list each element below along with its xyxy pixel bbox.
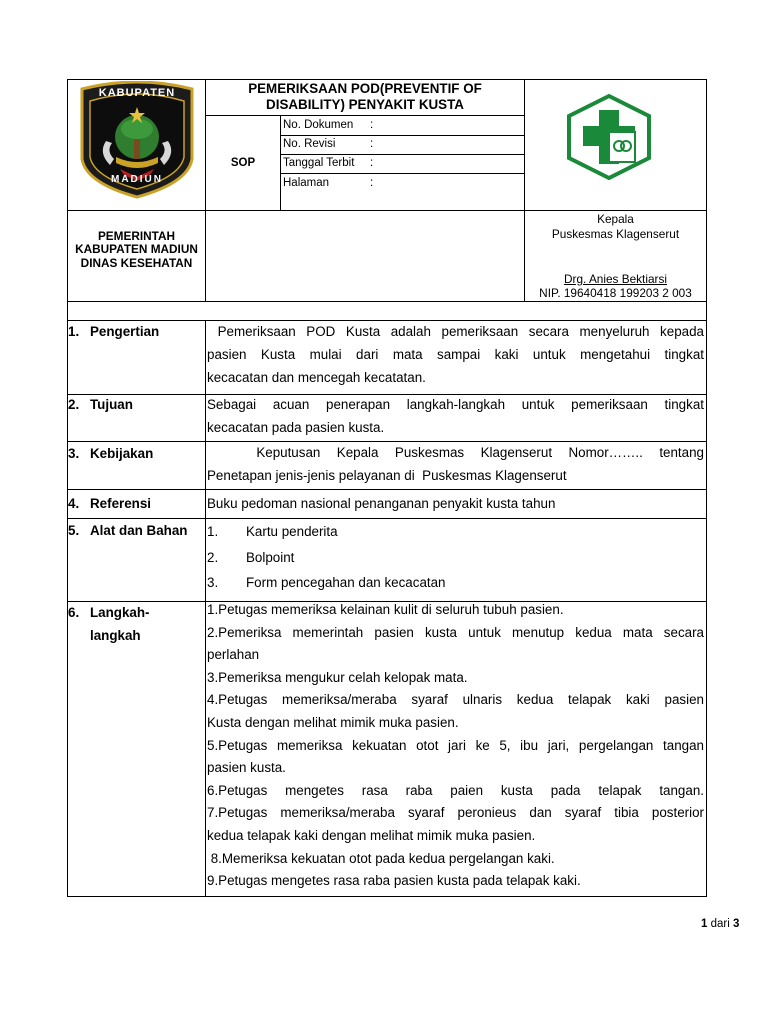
list-number: 3. (207, 575, 219, 590)
document-title-line1: PEMERIKSAAN POD(PREVENTIF OF (248, 81, 482, 96)
section-text-pengertian (207, 320, 704, 389)
list-text: Kartu penderita (246, 524, 338, 539)
approver-title1: Kepala (597, 212, 634, 226)
puskesmas-logo (565, 94, 653, 180)
text-line: kecacatan dan mencegah kecatatan. (207, 370, 426, 385)
section-title: Referensi (90, 496, 152, 511)
step-line: 3.Pemeriksa mengukur celah kelopak mata. (207, 669, 468, 685)
section-label-tujuan (68, 393, 133, 416)
text-line: Buku pedoman nasional penanganan penyakit kusta tahun (207, 496, 556, 511)
step-line: 8.Memeriksa kekuatan otot pada kedua pergelangan kaki. (207, 850, 555, 866)
section-number: 4. (68, 496, 80, 511)
step-line: 4.Petugas memeriksa/meraba syaraf ulnaris kedua telapak kaki pasien (207, 692, 704, 708)
document-title-line2: DISABILITY) PENYAKIT KUSTA (266, 97, 464, 112)
list-number: 1. (207, 524, 219, 539)
list-text: Form pencegahan dan kecacatan (246, 575, 446, 590)
list-item (207, 520, 704, 543)
text-line: Sebagai acuan penerapan langkah-langkah untuk pemeriksaan tingkat (207, 397, 704, 412)
section-label-referensi (68, 492, 151, 515)
section-title: Tujuan (90, 397, 133, 412)
step-line: kedua telapak kaki dengan melihat mimik muka pasien. (207, 827, 536, 843)
text-line: Pemeriksaan POD Kusta adalah pemeriksaan secara menyeluruh kepada (207, 324, 704, 339)
text-line: Keputusan Kepala Puskesmas Klagenserut Nomor…….. tentang (207, 445, 704, 460)
page-current: 1 (701, 918, 708, 930)
section-number: 5. (68, 523, 80, 538)
list-number: 2. (207, 550, 219, 565)
meta-label-halaman: Halaman (283, 177, 330, 189)
section-text-kebijakan (207, 441, 704, 487)
approver-title2: Puskesmas Klagenserut (551, 227, 680, 241)
approver-name: Drg. Anies Bektiarsi (564, 272, 667, 286)
step-line: 5.Petugas memeriksa kekuatan otot jari ke 5, ibu jari, pergelangan tangan (207, 737, 704, 753)
issuer-line1: PEMERINTAH (97, 229, 176, 243)
logo-top-text: KABUPATEN (98, 87, 176, 99)
sop-label: SOP (230, 157, 256, 169)
page-total: 3 (733, 918, 740, 930)
step-line: Kusta dengan melihat mimik muka pasien. (207, 714, 459, 730)
section-title: Langkah- (90, 605, 150, 620)
section-label-langkah (68, 601, 150, 647)
step-line: pasien kusta. (207, 760, 286, 776)
page-number (701, 916, 739, 933)
meta-sep: : (370, 138, 374, 150)
text-line: Penetapan jenis-jenis pelayanan di Puskesmas Klagenserut (207, 468, 567, 483)
text-line: pasien Kusta mulai dari mata sampai kaki untuk mengetahui tingkat (207, 347, 704, 362)
section-list-alat (207, 520, 704, 594)
section-label-kebijakan (68, 442, 153, 465)
list-item (207, 571, 704, 594)
section-label-pengertian (68, 320, 159, 343)
issuer-line2: KABUPATEN MADIUN (75, 242, 198, 256)
logo-bottom-text: MADIUN (111, 174, 163, 185)
section-title-cont: langkah (90, 628, 141, 643)
section-title: Kebijakan (90, 446, 154, 461)
meta-sep: : (370, 177, 374, 189)
section-text-tujuan (207, 393, 704, 439)
meta-label-tanggal-terbit: Tanggal Terbit (283, 157, 355, 169)
list-text: Bolpoint (246, 550, 295, 565)
section-number: 1. (68, 324, 80, 339)
step-line: 9.Petugas mengetes rasa raba pasien kusta pada telapak kaki. (207, 873, 581, 889)
meta-sep: : (370, 157, 374, 169)
step-line: 6.Petugas mengetes rasa raba paien kusta pada telapak tangan. (207, 782, 704, 798)
step-line: 7.Petugas memeriksa/meraba syaraf peronieus dan syaraf tibia posterior (207, 805, 704, 821)
section-number: 3. (68, 446, 80, 461)
text-line: kecacatan pada pasien kusta. (207, 420, 385, 435)
section-number: 2. (68, 397, 80, 412)
section-number: 6. (68, 605, 80, 620)
step-line: 2.Pemeriksa memerintah pasien kusta untuk menutup kedua mata secara (207, 624, 704, 640)
issuer-line3: DINAS KESEHATAN (80, 256, 193, 270)
list-item (207, 546, 704, 569)
section-title: Pengertian (90, 324, 160, 339)
step-line: perlahan (207, 647, 260, 663)
step-line: 1.Petugas memeriksa kelainan kulit di seluruh tubuh pasien. (207, 602, 564, 617)
approver-nip: NIP. 19640418 199203 2 003 (539, 286, 692, 300)
page-word: dari (710, 918, 730, 930)
meta-label-no-revisi: No. Revisi (283, 138, 336, 150)
meta-label-no-dokumen: No. Dokumen (283, 119, 354, 131)
section-text-referensi (207, 492, 704, 515)
meta-sep: : (370, 119, 374, 131)
kabupaten-madiun-logo (76, 81, 198, 199)
section-title: Alat dan Bahan (90, 523, 188, 538)
section-text-langkah (207, 599, 704, 893)
section-label-alat (68, 519, 187, 542)
